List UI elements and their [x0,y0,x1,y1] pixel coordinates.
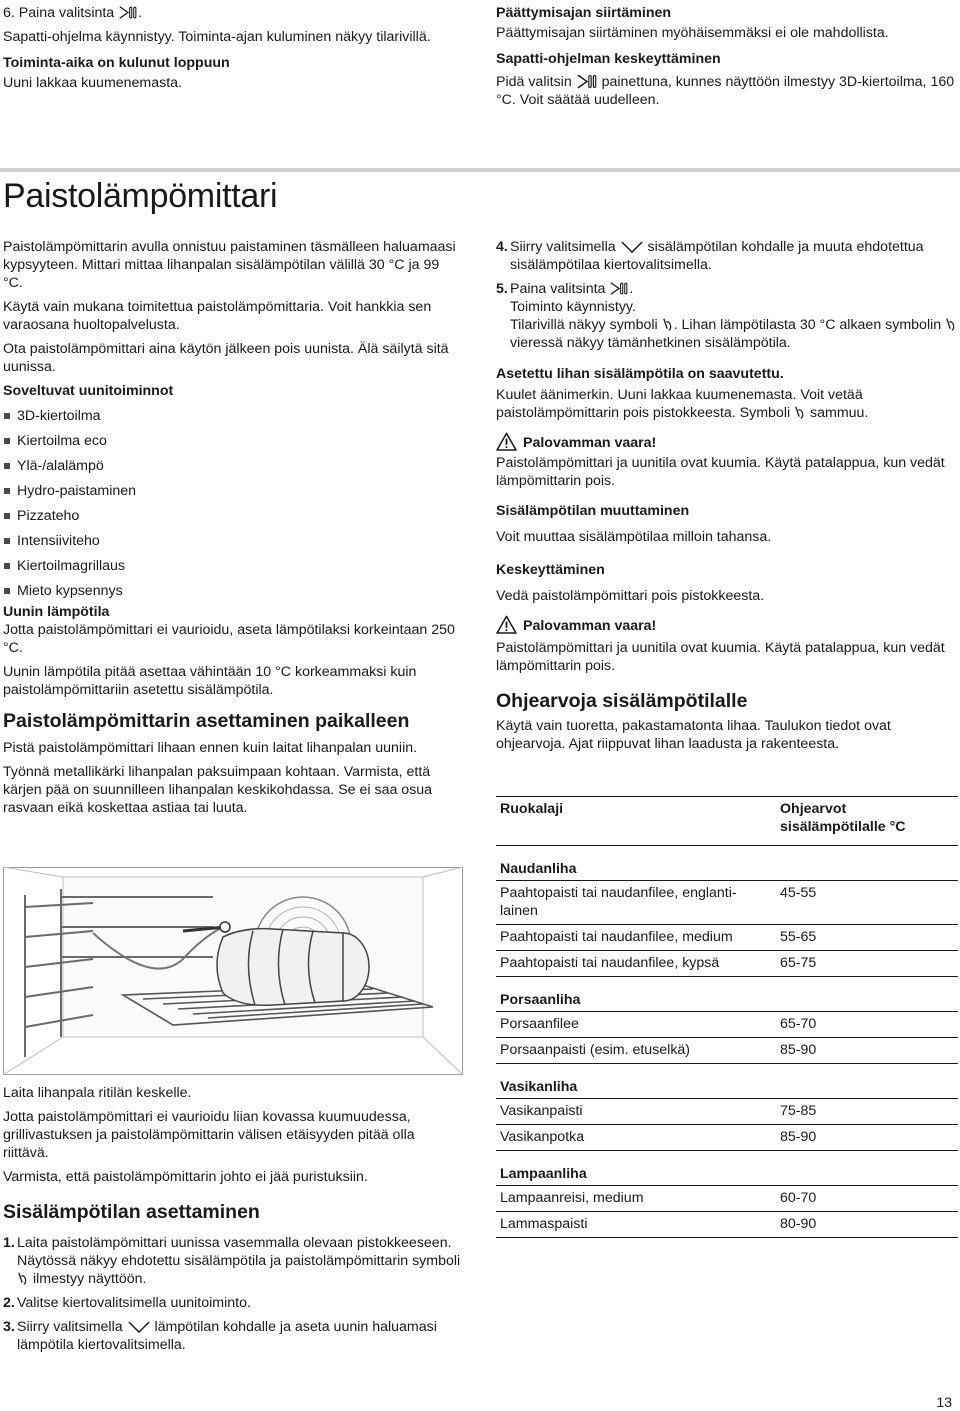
set-step-2 [3,1294,463,1312]
step-6 [3,4,463,22]
column-header-temp: Ohjearvot sisälämpötilalle °C [776,797,958,846]
step-3-text-b: lämpötilan kohdalle ja aseta uunin haluamasi lämpötila kiertovalitsimella. [17,1319,437,1353]
oven-mode-item: Hydro-paistaminen [3,482,463,507]
warning-2-title [496,615,958,635]
page-title: Paistolämpömittari [3,177,278,215]
warning-1-title [496,432,958,452]
chevron-down-icon [621,241,643,254]
temp-reached-heading: Asetettu lihan sisälämpötila on saavutettu. [496,366,784,382]
place-probe-text-1: Pistä paistolämpömittari lihaan ennen kuin laitat lihanpalan uuniin. [3,740,418,756]
table-row [496,1125,958,1151]
after-text-3: Varmista, että paistolämpömittarin johto ei jää puristuksiin. [3,1169,368,1185]
step-4-text-a: Siirry valitsimella [510,239,620,255]
step-5-text-a: Paina valitsinta [510,281,610,297]
probe-icon [795,405,805,420]
meat-group-label: Vasikanliha [500,1079,578,1095]
step-number: 3. [3,1319,15,1335]
delay-heading: Päättymisajan siirtäminen [496,5,672,21]
step-5-text-d: Tilarivillä näkyy symboli [510,317,662,333]
cancel-heading: Keskeyttäminen [496,562,605,578]
step-text [17,1318,463,1354]
start-pause-icon [577,74,597,89]
temp-cell: 55-65 [776,925,958,951]
table-group-row [496,1151,958,1186]
cancel-text-a: Pidä valitsin [496,74,576,90]
guide-text: Käytä vain tuoretta, pakastamatonta lihaa. Taulukon tiedot ovat ohjearvoja. Ajat riippuvat lihan laadusta ja rakenteesta. [496,718,891,752]
table-row [496,881,958,925]
chevron-down-icon [128,1321,150,1334]
temp-cell: 65-70 [776,1012,958,1038]
dish-cell: Porsaanpaisti (esim. etuselkä) [496,1038,776,1064]
oven-temp-heading: Uunin lämpötila [3,604,110,620]
step-text [510,280,958,352]
delay-text: Päättymisajan siirtäminen myöhäisemmäksi ei ole mahdollista. [496,25,889,41]
oven-mode-item: Kiertoilmagrillaus [3,557,463,582]
set-step-5 [496,280,958,352]
page-number: 13 [936,1394,952,1410]
step-number: 4. [496,239,508,255]
table-row [496,951,958,977]
dish-cell: Vasikanpotka [496,1125,776,1151]
step-text: Valitse kiertovalitsimella uunitoiminto. [17,1295,251,1311]
step-text [510,238,958,274]
modes-heading: Soveltuvat uunitoiminnot [3,383,174,399]
step-4-text-b: sisälämpötilan kohdalle ja muuta ehdotettua sisälämpötilaa kiertovalitsimella. [510,239,924,273]
probe-icon [663,317,673,332]
time-elapsed-text: Uuni lakkaa kuumenemasta. [3,75,183,91]
intro-paragraph-2: Käytä vain mukana toimitettua paistolämpömittaria. Voit hankkia sen varaosana huoltopalvelusta. [3,299,432,333]
oven-mode-item: Ylä-/alalämpö [3,457,463,482]
change-temp-text: Voit muuttaa sisälämpötilaa milloin tahansa. [496,529,772,545]
time-elapsed-heading: Toiminta-aika on kulunut loppuun [3,55,230,71]
temp-cell: 80-90 [776,1212,958,1238]
set-step-4 [496,238,958,274]
table-group-row [496,1064,958,1099]
dish-cell: Lammaspaisti [496,1212,776,1238]
oven-temp-text-1: Jotta paistolämpömittari ei vaurioidu, aseta lämpötilaksi korkeintaan 250 °C. [3,622,455,656]
probe-icon [946,317,956,332]
step-number: 2. [3,1295,15,1311]
step-3-text-a: Siirry valitsimella [17,1319,127,1335]
dish-cell: Paahtopaisti tai naudanfilee, englanti-lainen [496,881,776,925]
reached-text-b: sammuu. [806,405,869,421]
meat-group-label: Lampaanliha [500,1166,587,1182]
warning-icon [496,615,517,634]
table-row [496,925,958,951]
set-step-3 [3,1318,463,1354]
dish-cell: Paahtopaisti tai naudanfilee, kypsä [496,951,776,977]
dish-cell: Paahtopaisti tai naudanfilee, medium [496,925,776,951]
oven-mode-item: 3D-kiertoilma [3,407,463,432]
step-5-text-b: . [629,281,634,297]
place-probe-heading: Paistolämpömittarin asettaminen paikalleen [3,710,410,732]
step-5-text-f: vieressä näkyy tämänhetkinen sisälämpötila. [510,335,791,351]
after-text-2: Jotta paistolämpömittari ei vaurioidu liian kovassa kuumuudessa, grillivastuksen ja paistolämpömittarin välisen etäisyyden pitää olla riittävä. [3,1109,415,1161]
meat-group-label: Porsaanliha [500,992,581,1008]
left-column-lower [3,1084,463,1354]
oven-modes-list [3,407,463,607]
warning-2-title-text: Palovamman vaara! [523,618,657,634]
table-row [496,1012,958,1038]
temp-cell: 75-85 [776,1099,958,1125]
temp-cell: 85-90 [776,1038,958,1064]
step-number: 5. [496,281,508,297]
oven-probe-illustration [3,867,463,1075]
intro-paragraph-3: Ota paistolämpömittari aina käytön jälkeen pois uunista. Älä säilytä sitä uunissa. [3,341,449,375]
start-pause-icon [119,5,137,20]
warning-2-text: Paistolämpömittari ja uunitila ovat kuumia. Käytä patalappua, kun vedät lämpömittarin pois. [496,640,945,674]
table-row [496,1099,958,1125]
guide-heading: Ohjearvoja sisälämpötilalle [496,690,748,712]
dish-cell: Porsaanfilee [496,1012,776,1038]
table-row [496,1186,958,1212]
place-probe-text-2: Työnnä metallikärki lihanpalan paksuimpaan kohtaan. Varmista, että kärjen pää on suunnilleen lihanpalan keskikohdassa. Se ei saa osua rasvaan eikä koskettaa astiaa tai luuta. [3,764,433,816]
oven-mode-item: Kiertoilma eco [3,432,463,457]
warning-1-text: Paistolämpömittari ja uunitila ovat kuumia. Käytä patalappua, kun vedät lämpömittarin pois. [496,455,945,489]
oven-mode-item: Mieto kypsennys [3,582,463,607]
oven-mode-item: Intensiiviteho [3,532,463,557]
left-column [3,238,463,817]
probe-icon [18,1271,28,1286]
temp-reached-text [496,386,958,422]
dish-cell: Vasikanpaisti [496,1099,776,1125]
step-text [17,1234,463,1288]
temp-cell: 45-55 [776,881,958,925]
step-5-text-c: Toiminto käynnistyy. [510,299,636,315]
cancel-text: Vedä paistolämpömittari pois pistokkeesta. [496,588,765,604]
reached-text-a: Kuulet äänimerkin. Uuni lakkaa kuumenemasta. Voit vetää paistolämpömittarin pois pistokkeesta. Symboli [496,387,863,421]
dish-cell: Lampaanreisi, medium [496,1186,776,1212]
set-step-1 [3,1234,463,1288]
warning-icon [496,432,517,451]
cancel-sabbath-text [496,73,958,109]
temp-cell: 60-70 [776,1186,958,1212]
sabbath-started-text: Sapatti-ohjelma käynnistyy. Toiminta-ajan kuluminen näkyy tilarivillä. [3,29,431,45]
step-6-end: . [138,5,143,21]
temp-cell: 65-75 [776,951,958,977]
start-pause-icon [610,281,628,296]
table-row [496,1038,958,1064]
table-header-row [496,797,958,846]
step-1-text-b: ilmestyy näyttöön. [29,1271,147,1287]
after-text-1: Laita lihanpala ritilän keskelle. [3,1085,192,1101]
oven-mode-item: Pizzateho [3,507,463,532]
change-temp-heading: Sisälämpötilan muuttaminen [496,503,690,519]
warning-1-title-text: Palovamman vaara! [523,435,657,451]
step-number: 1. [3,1235,15,1251]
table-group-row [496,846,958,881]
guide-table [496,796,958,1238]
cancel-sabbath-heading: Sapatti-ohjelman keskeyttäminen [496,51,721,67]
column-header-dish: Ruokalaji [496,797,776,846]
step-5-text-e: . Lihan lämpötilasta 30 °C alkaen symbolin [673,317,946,333]
section-divider [0,168,960,172]
temp-cell: 85-90 [776,1125,958,1151]
table-row [496,1212,958,1238]
guide-table-wrap [496,796,958,1238]
cancel-text-b: painettuna, kunnes näyttöön ilmestyy 3D-kiertoilma, 160 °C. Voit säätää uudelleen. [496,74,955,108]
step-6-text: 6. Paina valitsinta [3,5,119,21]
right-column [496,238,958,753]
set-temp-heading: Sisälämpötilan asettaminen [3,1201,260,1223]
step-1-text-a: Laita paistolämpömittari uunissa vasemmalla olevaan pistokkeeseen. Näytössä näkyy ehdotettu sisälämpötila ja paistolämpömittarin symboli [17,1235,461,1269]
oven-temp-text-2: Uunin lämpötila pitää asettaa vähintään 10 °C korkeammaksi kuin paistolämpömittariin asetettu sisälämpötila. [3,664,417,698]
meat-group-label: Naudanliha [500,861,577,877]
table-group-row [496,977,958,1012]
intro-paragraph-1: Paistolämpömittarin avulla onnistuu paistaminen täsmälleen haluamaasi kypsyyteen. Mittari mittaa lihanpalan sisälämpötilan välillä 30 °C ja 99 °C. [3,239,456,291]
top-left-block [3,4,463,92]
top-right-block [496,4,958,109]
